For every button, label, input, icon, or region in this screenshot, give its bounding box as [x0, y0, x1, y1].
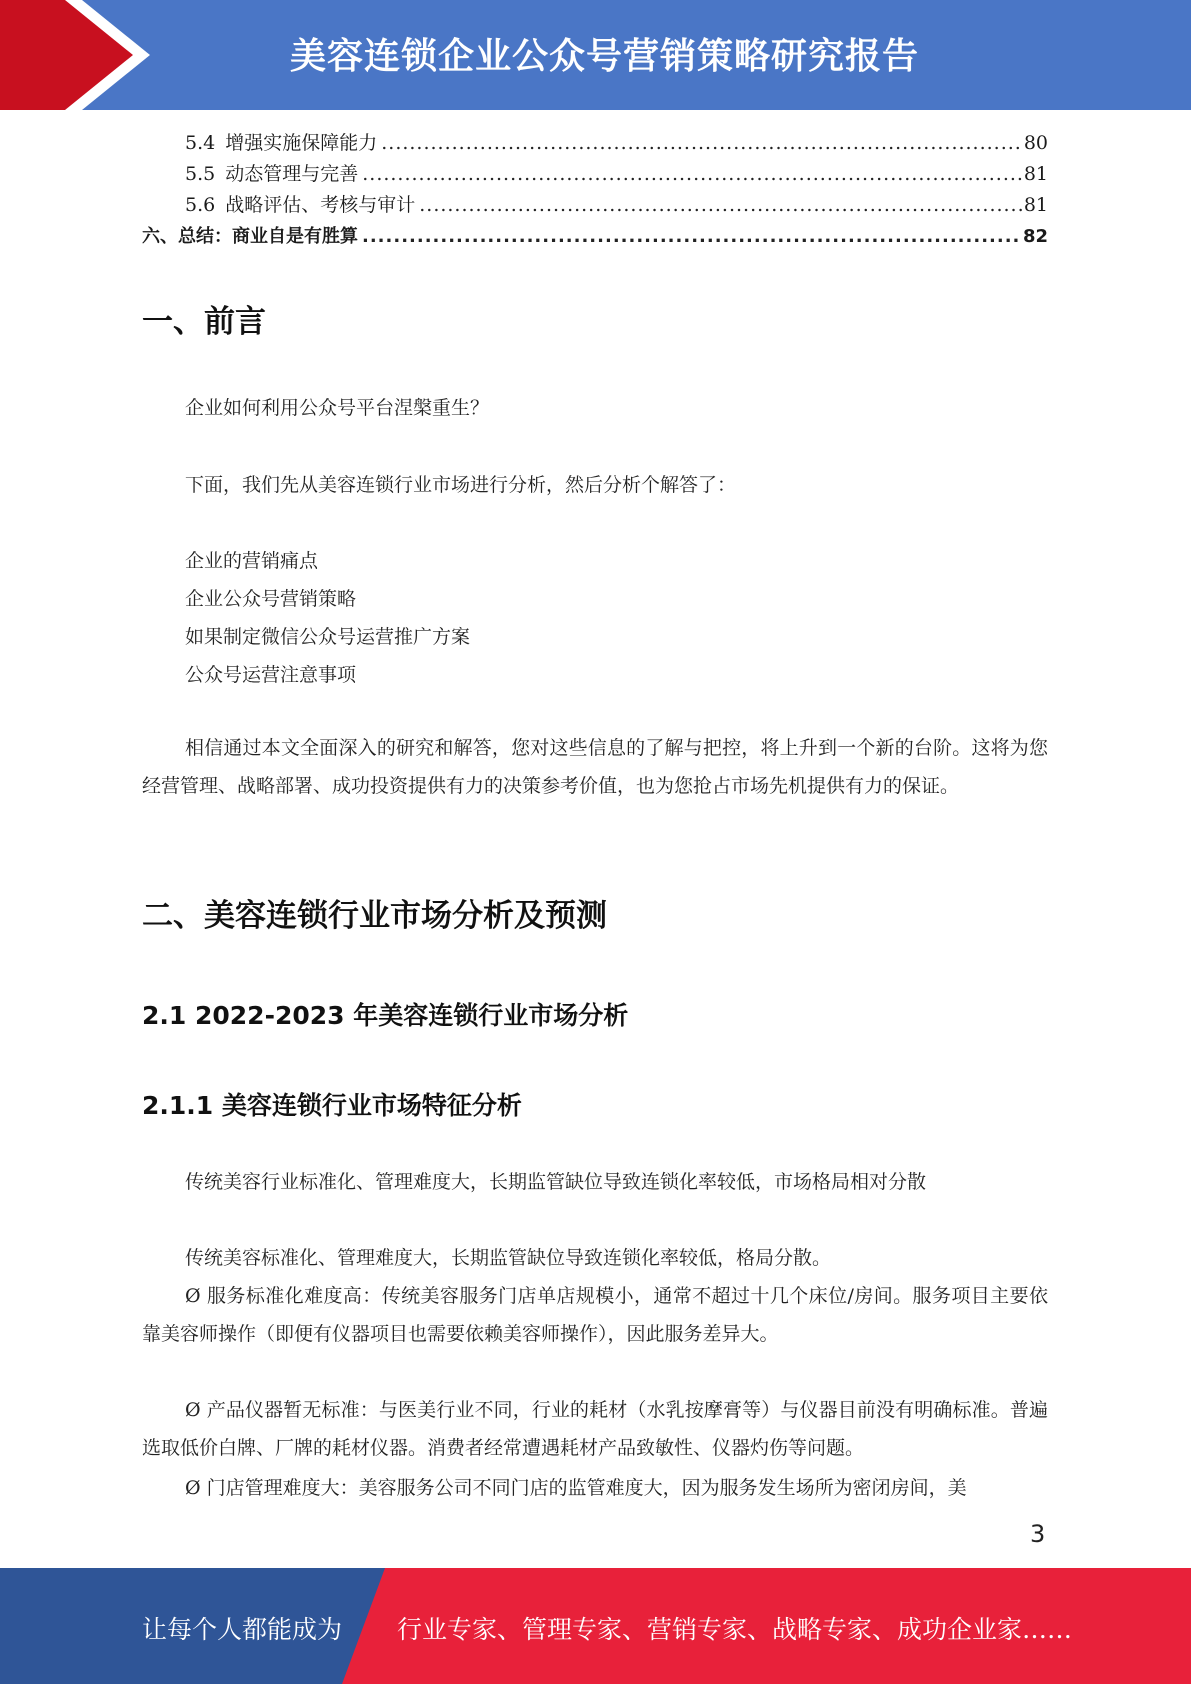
- toc-leader-dots: [381, 128, 1022, 159]
- subsection-heading: 2.1 2022-2023 年美容连锁行业市场分析: [142, 1001, 629, 1030]
- toc-entry-page: 81: [1023, 194, 1048, 216]
- table-of-contents: [142, 128, 1048, 252]
- list-item: 如果制定微信公众号运营推广方案: [185, 626, 471, 648]
- toc-entry-page: 80: [1023, 132, 1048, 154]
- paragraph: 传统美容行业标准化、管理难度大，长期监管缺位导致连锁化率较低，市场格局相对分散: [185, 1171, 927, 1193]
- toc-entry[interactable]: [142, 128, 1048, 159]
- toc-entry-page: 82: [1022, 226, 1048, 247]
- report-title: 美容连锁企业公众号营销策略研究报告: [290, 36, 920, 77]
- paragraph-question: 企业如何利用公众号平台涅槃重生？: [185, 397, 490, 419]
- toc-leader-dots: [362, 159, 1022, 190]
- section-heading-preface: 一、前言: [142, 304, 266, 340]
- toc-entry-text: 动态管理与完善: [225, 163, 359, 185]
- toc-entry-chapter[interactable]: [142, 221, 1048, 252]
- chevron-red-shape: [0, 0, 140, 110]
- paragraph-intro: 下面，我们先从美容连锁行业市场进行分析，然后分析个解答了：: [185, 474, 737, 496]
- toc-entry-number: 5.4: [185, 132, 216, 154]
- header-banner: [0, 0, 1191, 110]
- footer-slogan-left: 让每个人都能成为: [142, 1615, 343, 1644]
- paragraph: 传统美容标准化、管理难度大，长期监管缺位导致连锁化率较低，格局分散。: [185, 1247, 832, 1269]
- toc-entry-page: 81: [1023, 163, 1048, 185]
- footer-slogan-right: 行业专家、管理专家、营销专家、战略专家、成功企业家……: [397, 1615, 1073, 1644]
- toc-leader-dots: [362, 221, 1021, 252]
- list-item: 企业公众号营销策略: [185, 588, 357, 610]
- paragraph-bullet: Ø 产品仪器暂无标准：与医美行业不同，行业的耗材（水乳按摩膏等）与仪器目前没有明确标准。普遍选取低价白牌、厂牌的耗材仪器。消费者经常遭遇耗材产品致敏性、仪器灼伤等问题。: [142, 1399, 1048, 1459]
- topic-list: [185, 542, 470, 694]
- paragraph-bullet: Ø 门店管理难度大：美容服务公司不同门店的监管难度大，因为服务发生场所为密闭房间，美: [185, 1477, 967, 1499]
- subsection-heading: 2.1.1 美容连锁行业市场特征分析: [142, 1091, 522, 1120]
- list-item: 企业的营销痛点: [185, 550, 319, 572]
- toc-entry-text: 六、总结：商业自是有胜算: [142, 226, 358, 247]
- toc-entry-number: 5.6: [185, 194, 216, 216]
- toc-entry[interactable]: [142, 190, 1048, 221]
- paragraph-closing: 相信通过本文全面深入的研究和解答，您对这些信息的了解与把控，将上升到一个新的台阶。这将为您经营管理、战略部署、成功投资提供有力的决策参考价值，也为您抢占市场先机提供有力的保证。: [142, 737, 1048, 797]
- toc-entry-text: 增强实施保障能力: [225, 132, 378, 154]
- toc-entry[interactable]: [142, 159, 1048, 190]
- toc-entry-number: 5.5: [185, 163, 216, 185]
- paragraph-bullet: Ø 服务标准化难度高：传统美容服务门店单店规模小，通常不超过十几个床位/房间。服务项目主要依靠美容师操作（即便有仪器项目也需要依赖美容师操作），因此服务差异大。: [142, 1285, 1048, 1345]
- section-heading-market-analysis: 二、美容连锁行业市场分析及预测: [142, 898, 607, 934]
- page-number: 3: [1030, 1520, 1046, 1548]
- toc-leader-dots: [419, 190, 1022, 221]
- list-item: 公众号运营注意事项: [185, 664, 357, 686]
- footer-banner: [0, 1568, 1191, 1684]
- toc-entry-text: 战略评估、考核与审计: [225, 194, 416, 216]
